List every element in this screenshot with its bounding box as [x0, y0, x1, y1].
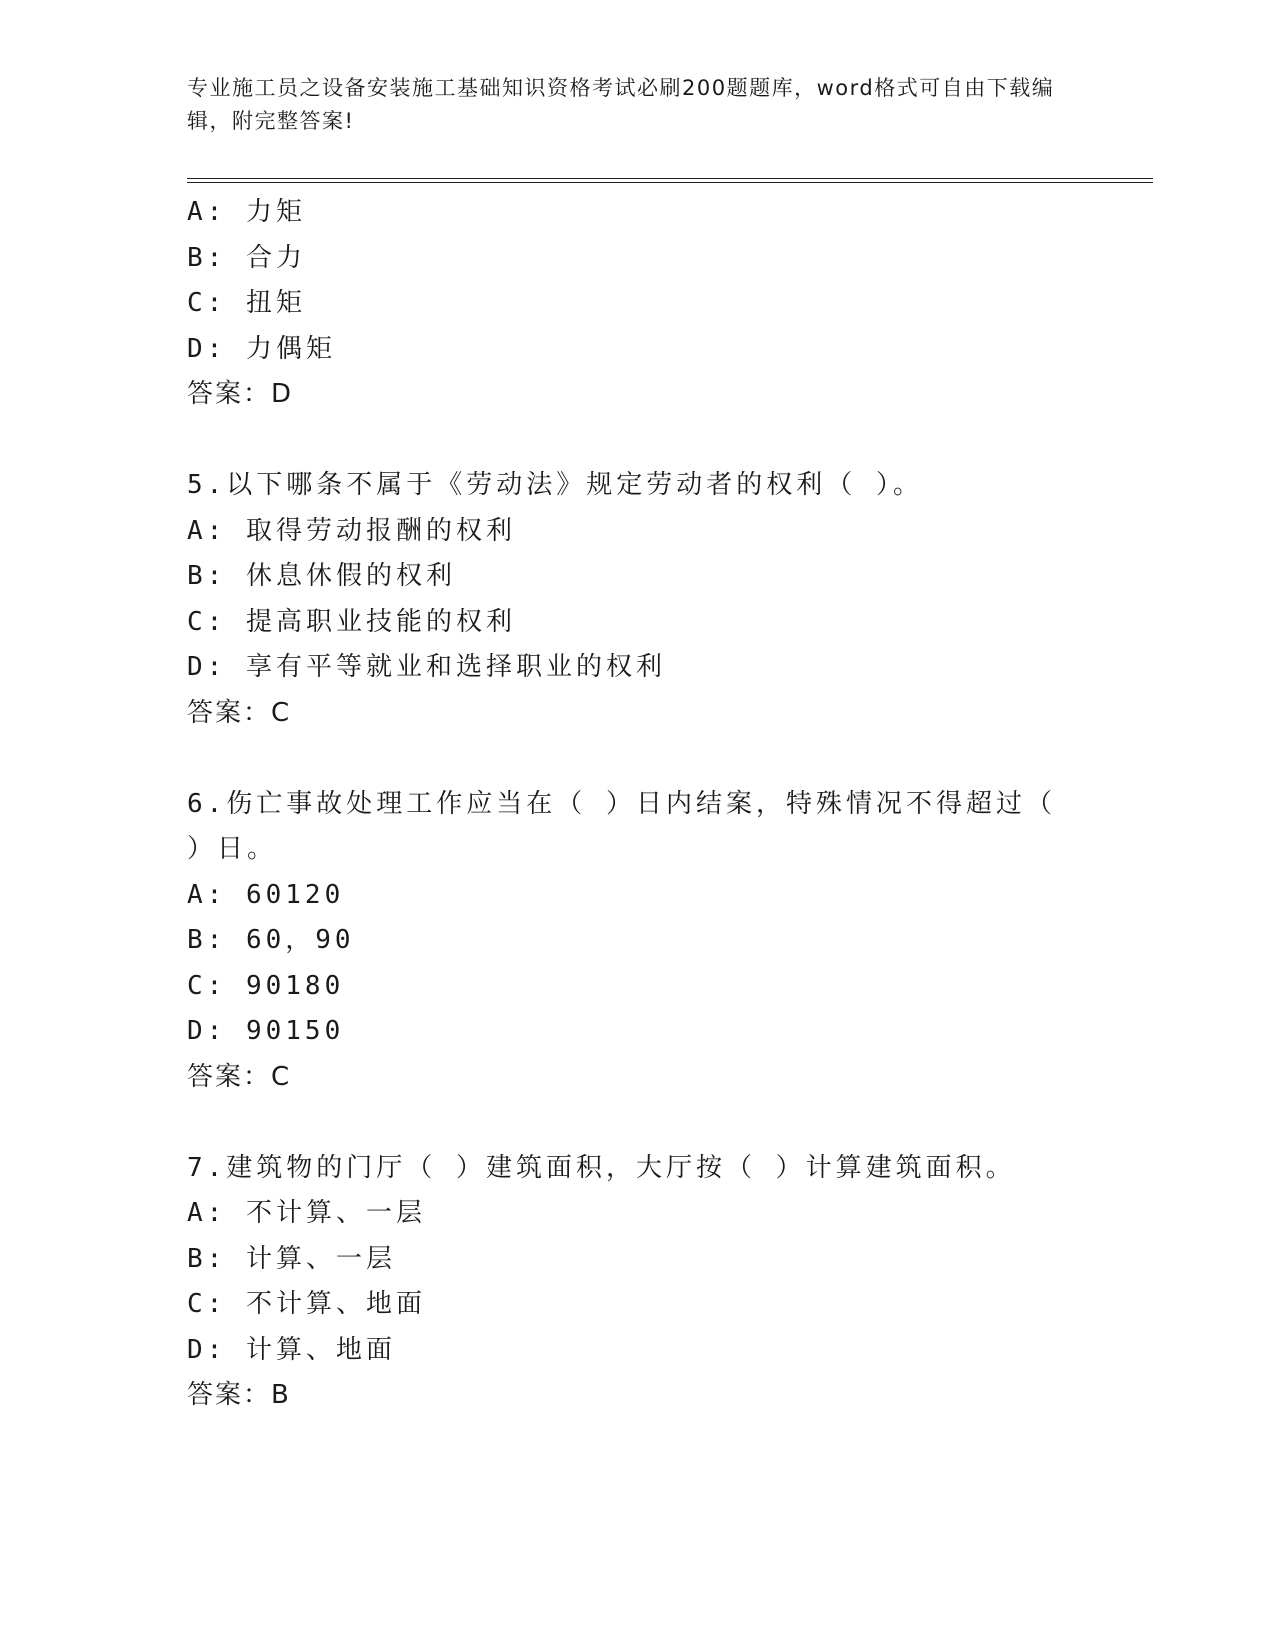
option-c: C: 扭矩: [187, 288, 306, 318]
option-d: D: 享有平等就业和选择职业的权利: [187, 652, 666, 682]
option-a: A: 60120: [187, 879, 345, 910]
option-d: D: 计算、地面: [187, 1334, 396, 1365]
option-d: D: 90150: [187, 1016, 345, 1046]
spacer: [187, 1100, 1147, 1146]
document-header: 专业施工员之设备安装施工基础知识资格考试必刷200题题库，word格式可自由下载编辑，附完整答案!: [187, 76, 1055, 133]
answer-line: 答案：C: [187, 1061, 292, 1092]
option-a: A: 取得劳动报酬的权利: [187, 515, 516, 546]
header-rule-bottom: [187, 182, 1153, 183]
question-block-5: [187, 463, 1147, 736]
option-a: A: 力矩: [187, 197, 306, 227]
question-block-6: [187, 782, 1147, 1101]
answer-line: 答案：D: [187, 379, 294, 409]
option-c: C: 90180: [187, 970, 345, 1001]
option-d: D: 力偶矩: [187, 333, 336, 364]
question-block-7: [187, 1146, 1147, 1419]
option-b: B: 计算、一层: [187, 1243, 396, 1274]
header-rule-top: [187, 178, 1153, 179]
spacer: [187, 418, 1147, 464]
option-b: B: 休息休假的权利: [187, 561, 456, 591]
option-c: C: 不计算、地面: [187, 1289, 426, 1319]
option-b: B: 60，90: [187, 925, 355, 955]
answer-line: 答案：B: [187, 1380, 291, 1410]
answer-line: 答案：C: [187, 697, 292, 728]
question-stem: 7.建筑物的门厅（ ）建筑面积，大厅按（ ）计算建筑面积。: [187, 1152, 1016, 1183]
spacer: [187, 736, 1147, 782]
question-list: [187, 190, 1147, 1419]
question-stem: 5.以下哪条不属于《劳动法》规定劳动者的权利（ ）。: [187, 470, 923, 500]
question-stem: 6.伤亡事故处理工作应当在（ ）日内结案，特殊情况不得超过（ ）日。: [187, 788, 1056, 864]
option-b: B: 合力: [187, 242, 306, 273]
option-a: A: 不计算、一层: [187, 1198, 426, 1228]
option-c: C: 提高职业技能的权利: [187, 606, 516, 637]
question-block-partial: [187, 190, 1147, 418]
